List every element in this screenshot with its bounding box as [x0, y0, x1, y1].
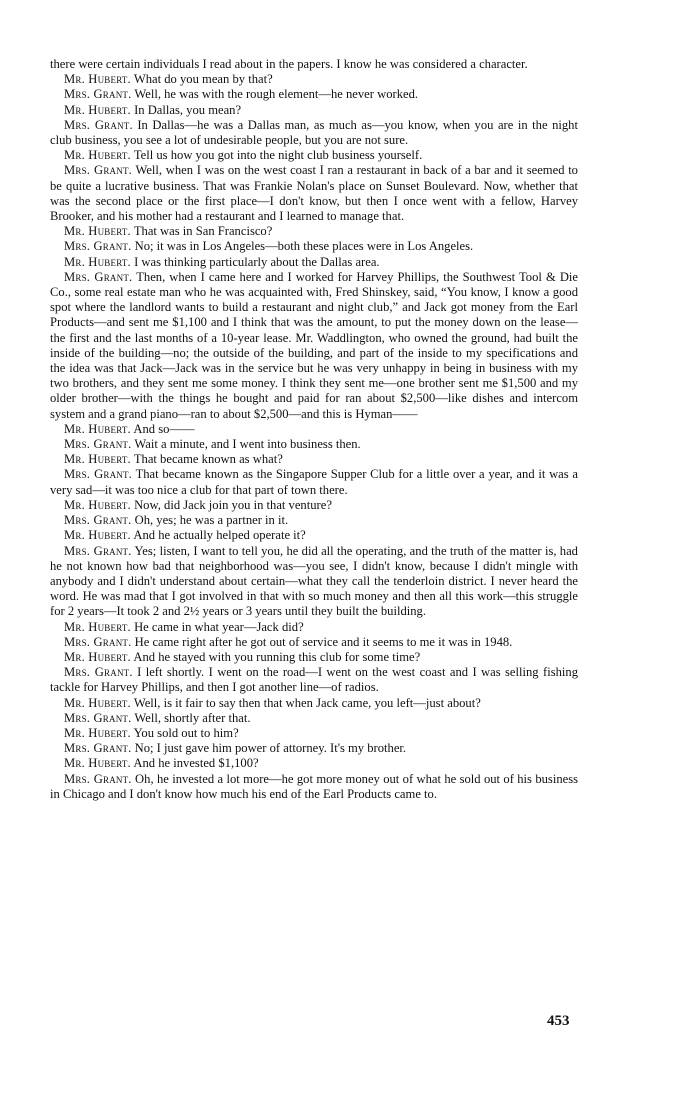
- testimony-text: That became known as what?: [133, 452, 283, 467]
- testimony-paragraph: [50, 72, 578, 87]
- testimony-paragraph: [50, 422, 578, 437]
- testimony-paragraph: [50, 239, 578, 254]
- testimony-paragraph: [50, 255, 578, 270]
- speaker-name: Mrs. Grant.: [64, 467, 133, 482]
- speaker-name: Mr. Hubert.: [64, 756, 131, 771]
- testimony-text: Well, he was with the rough element—he never worked.: [134, 87, 419, 102]
- testimony-text: Tell us how you got into the night club business yourself.: [133, 148, 423, 163]
- speaker-name: Mr. Hubert.: [64, 619, 131, 634]
- testimony-paragraph: [50, 467, 578, 497]
- speaker-name: Mr. Hubert.: [64, 452, 131, 467]
- testimony-paragraph: [50, 528, 578, 543]
- testimony-text: What do you mean by that?: [133, 72, 273, 87]
- testimony-text: Oh, he invested a lot more—he got more money out of what he sold out of his business in Chicago and I don't know how much his end of the Earl Products came to.: [50, 771, 579, 801]
- speaker-name: Mr. Hubert.: [64, 725, 131, 740]
- testimony-text: Wait a minute, and I went into business then.: [134, 437, 361, 452]
- testimony-paragraph: [50, 270, 578, 422]
- testimony-text: You sold out to him?: [133, 725, 239, 740]
- testimony-paragraph: [50, 756, 578, 771]
- testimony-paragraph: [50, 711, 578, 726]
- testimony-paragraph: [50, 103, 578, 118]
- testimony-text: And so——: [133, 421, 195, 436]
- speaker-name: Mr. Hubert.: [64, 224, 131, 239]
- speaker-name: Mr. Hubert.: [64, 254, 131, 269]
- speaker-name: Mrs. Grant.: [64, 543, 132, 558]
- speaker-name: Mrs. Grant.: [64, 163, 132, 178]
- testimony-text: He came right after he got out of service and it seems to me it was in 1948.: [134, 634, 513, 649]
- testimony-paragraph: [50, 148, 578, 163]
- testimony-paragraph: [50, 57, 578, 72]
- speaker-name: Mrs. Grant.: [64, 513, 132, 528]
- speaker-name: Mr. Hubert.: [64, 695, 131, 710]
- testimony-paragraph: [50, 772, 578, 802]
- testimony-paragraph: [50, 620, 578, 635]
- testimony-text: Well, when I was on the west coast I ran a restaurant in back of a bar and it seemed to be quite a lucrative business. That was Frankie Nolan's place on Sunset Boulevard. Now, whether that was the second place or the first place—I don't know, but then I once went with a fellow, Harvey Brooker, and his mother had a restaurant and I learned to manage that.: [50, 163, 578, 224]
- testimony-text: In Dallas—he was a Dallas man, as much as—you know, when you are in the night club business, you see a lot of undesirable people, but you are not sure.: [50, 117, 578, 148]
- speaker-name: Mrs. Grant.: [64, 269, 133, 284]
- testimony-text: He came in what year—Jack did?: [134, 619, 304, 634]
- testimony-text: That was in San Francisco?: [133, 224, 273, 239]
- testimony-text: Well, is it fair to say then that when Jack came, you left—just about?: [133, 695, 481, 710]
- testimony-paragraph: [50, 665, 578, 695]
- testimony-paragraph: [50, 437, 578, 452]
- speaker-name: Mr. Hubert.: [64, 102, 131, 117]
- testimony-paragraph: [50, 163, 578, 224]
- testimony-paragraph: [50, 650, 578, 665]
- testimony-paragraph: [50, 635, 578, 650]
- testimony-paragraph: [50, 726, 578, 741]
- testimony-paragraph: [50, 696, 578, 711]
- testimony-paragraph: [50, 544, 578, 620]
- testimony-paragraph: [50, 452, 578, 467]
- testimony-paragraph: [50, 118, 578, 148]
- testimony-paragraph: [50, 224, 578, 239]
- speaker-name: Mrs. Grant.: [64, 665, 133, 680]
- testimony-text: Well, shortly after that.: [134, 710, 251, 725]
- testimony-text: No; I just gave him power of attorney. It's my brother.: [134, 741, 407, 756]
- speaker-name: Mr. Hubert.: [64, 148, 131, 163]
- testimony-text: In Dallas, you mean?: [134, 102, 242, 117]
- testimony-text: And he invested $1,100?: [133, 756, 259, 771]
- testimony-text: Oh, yes; he was a partner in it.: [134, 513, 289, 528]
- testimony-text: I was thinking particularly about the Dallas area.: [134, 254, 380, 269]
- speaker-name: Mrs. Grant.: [64, 87, 132, 102]
- speaker-name: Mr. Hubert.: [64, 497, 131, 512]
- testimony-page: [50, 57, 578, 802]
- speaker-name: Mr. Hubert.: [64, 72, 131, 87]
- speaker-name: Mr. Hubert.: [64, 649, 131, 664]
- testimony-paragraph: [50, 513, 578, 528]
- speaker-name: Mrs. Grant.: [64, 741, 132, 756]
- testimony-text: Yes; listen, I want to tell you, he did all the operating, and the truth of the matter is, had he not known how bad that neighborhood was—you see, I didn't know, because I didn't mingle with anybody and I didn't understand about certain—what they call the tenderloin district. I never heard the word. He was mad that I got involved in that with so much money and then all this work—this struggle for 2 years—It took 2 and 2½ years or 3 years until they built the building.: [50, 543, 578, 619]
- page-number: 453: [547, 1013, 570, 1029]
- testimony-paragraph: [50, 87, 578, 102]
- testimony-text: And he actually helped operate it?: [133, 528, 306, 543]
- speaker-name: Mrs. Grant.: [64, 771, 132, 786]
- testimony-text: That became known as the Singapore Supper Club for a little over a year, and it was a very sad—it was too nice a club for that part of town there.: [50, 467, 579, 497]
- testimony-text: I left shortly. I went on the road—I went on the west coast and I was selling fishing tackle for Harvey Phillips, and then I got another line—of radios.: [50, 665, 578, 695]
- speaker-name: Mrs. Grant.: [64, 710, 132, 725]
- testimony-text: And he stayed with you running this club for some time?: [133, 649, 421, 664]
- speaker-name: Mr. Hubert.: [64, 528, 131, 543]
- testimony-text: No; it was in Los Angeles—both these places were in Los Angeles.: [134, 239, 474, 254]
- speaker-name: Mr. Hubert.: [64, 421, 131, 436]
- testimony-paragraph: [50, 498, 578, 513]
- testimony-text: Now, did Jack join you in that venture?: [134, 497, 332, 512]
- testimony-paragraph: [50, 741, 578, 756]
- speaker-name: Mrs. Grant.: [64, 634, 132, 649]
- speaker-name: Mrs. Grant.: [64, 437, 132, 452]
- speaker-name: Mrs. Grant.: [64, 117, 133, 132]
- testimony-text: there were certain individuals I read about in the papers. I know he was considered a character.: [50, 57, 528, 71]
- testimony-text: Then, when I came here and I worked for Harvey Phillips, the Southwest Tool & Die Co., some real estate man who he was acquainted with, Fred Shinskey, said, “You know, I know a good spot where the landlord wants to build a restaurant and night club,” and Jack got money from the Earl Products—and sent me $1,100 and I think that was the amount, to put the money down on the lease—the first and the last months of a 10-year lease. Mr. Waddlington, who owned the ground, had built the inside of the building—no; the outside of the building, and part of the inside to my specifications and the idea was that Jack—Jack was in the service but he was very unhappy in being in business with my two brothers, and they sent me some money. I think they sent me—one brother sent me $1,500 and my older brother—with the things he bought and paid for ran about $2,500—like dishes and intercom system and a grand piano—ran to about $2,500—and this is Hyman——: [50, 269, 579, 421]
- speaker-name: Mrs. Grant.: [64, 239, 132, 254]
